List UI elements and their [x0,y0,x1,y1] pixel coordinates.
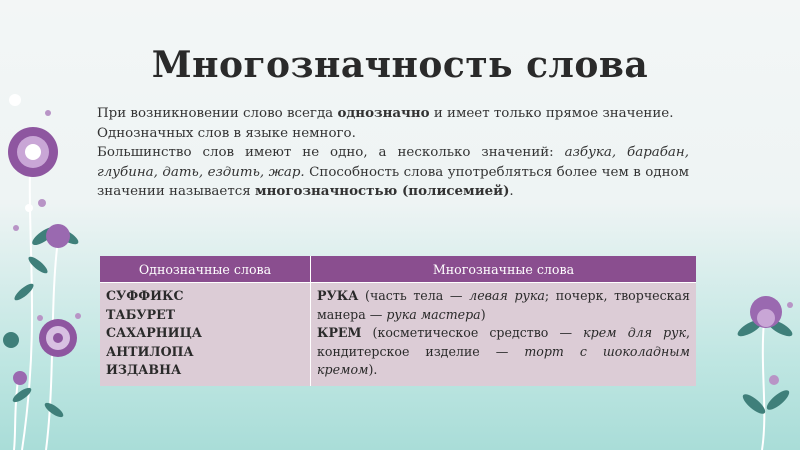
single-word: САХАРНИЦА [106,325,203,340]
words-table [100,256,696,386]
table-row [100,283,696,386]
page-title: Многозначность слова [151,44,649,86]
header-multiple-meaning: Многозначные слова [311,256,697,283]
intro-line-2: Однозначных слов в языке немного. [97,125,356,141]
single-word: ИЗДАВНА [106,362,182,377]
single-word: ТАБУРЕТ [106,306,176,322]
table-header-row [100,256,696,283]
multi-words-cell [311,283,697,386]
intro-line-1: При возникновении слово всегда однозначно и имеет только прямое значение. [97,105,674,121]
single-word: СУФФИКС [106,288,184,303]
multi-word-entry-ruka: РУКА (часть тела — левая рука; почерк, творческая манера — рука мастера) [317,288,690,322]
intro-text [97,104,689,202]
intro-line-3: Большинство слов имеют не одно, а несколько значений: азбука, барабан, глубина, дать, ездить, жар. Способность слова употребляться более чем в одном значении называется многозначностью (полисемией). [97,145,689,200]
header-single-meaning: Однозначные слова [100,256,311,283]
single-word: АНТИЛОПА [106,343,194,359]
multi-word-entry-krem: КРЕМ (косметическое средство — крем для рук, кондитерское изделие — торт с шоколадным кремом). [317,325,691,377]
single-words-cell [100,283,311,386]
